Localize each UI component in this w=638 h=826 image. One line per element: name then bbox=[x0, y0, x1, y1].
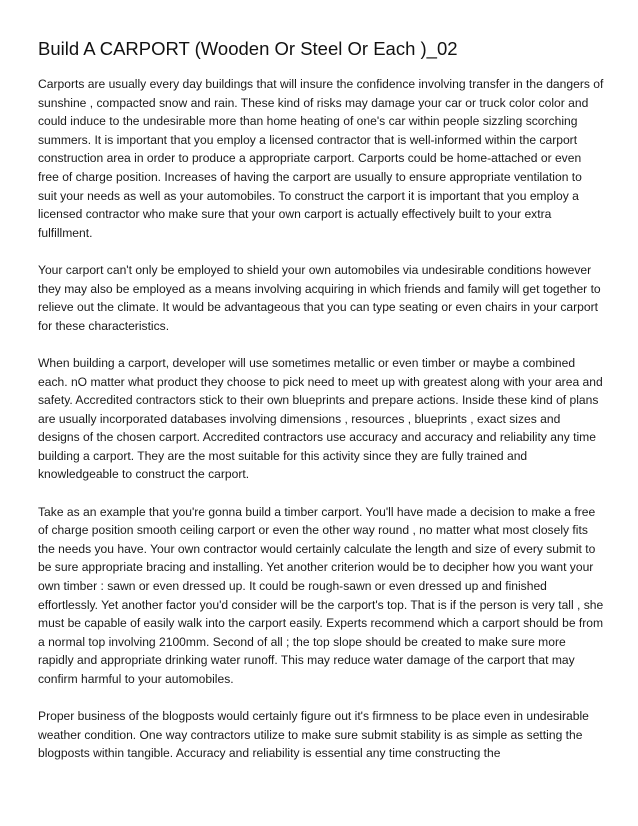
paragraph-4: Take as an example that you're gonna build a timber carport. You'll have made a decision to make a free of charge position smooth ceiling carport or even the other way round , no matter what most closely fits the needs you have. Your own contractor would certainly calculate the length and size of every submit to be sure appropriate bracing and installing. Yet another criterion would be to decipher how you want your own timber : sawn or even dressed up. It could be rough-sawn or even dressed up and finished effortlessly. Yet another factor you'd consider will be the carport's top. That is if the person is very tall , she must be capable of easily walk into the carport easily. Experts recommend which a carport should be from a normal top involving 2100mm. Second of all ; the top slope should be created to make sure more rapidly and appropriate drinking water runoff. This may reduce water damage of the carport that may confirm harmful to your automobiles. bbox=[38, 504, 604, 686]
document-page bbox=[38, 37, 604, 782]
document-title: Build A CARPORT (Wooden Or Steel Or Each )_02 bbox=[38, 38, 458, 59]
paragraph-3: When building a carport, developer will use sometimes metallic or even timber or maybe a combined each. nO matter what product they choose to pick need to meet up with greatest along with your area and safety. Accredited contractors stick to their own blueprints and prepare actions. Inside these kind of plans are usually incorporated databases involving dimensions , resources , blueprints , exact sizes and designs of the chosen carport. Accredited contractors use accuracy and accuracy and reliability any time building a carport. They are the most suitable for this activity since they are fully trained and knowledgeable to construct the carport. bbox=[38, 355, 603, 482]
paragraph-1: Carports are usually every day buildings that will insure the confidence involving transfer in the dangers of sunshine , compacted snow and rain. These kind of risks may damage your car or truck color color and could induce to the undesirable more than home heating of one's car within people sizzling scorching summers. It is important that you employ a licensed contractor that is well-informed within the carport construction area in order to produce a appropriate carport. Carports could be home-attached or even free of charge position. Increases of having the carport are usually to ensure appropriate ventilation to suit your needs as well as your automobiles. To construct the carport it is important that you employ a licensed contractor who make sure that your own carport is actually effectively built to your extra fulfillment. bbox=[38, 77, 604, 240]
paragraph-2: Your carport can't only be employed to shield your own automobiles via undesirable conditions however they may also be employed as a means involving acquiring in which friends and family will get together to relieve out the climate. It would be advantageous that you can type seating or even chairs in your carport for these characteristics. bbox=[38, 262, 601, 333]
paragraph-5: Proper business of the blogposts would certainly figure out it's firmness to be place even in undesirable weather condition. One way contractors utilize to make sure submit stability is as simple as setting the blogposts within tangible. Accuracy and reliability is essential any time constructing the bbox=[38, 709, 589, 761]
